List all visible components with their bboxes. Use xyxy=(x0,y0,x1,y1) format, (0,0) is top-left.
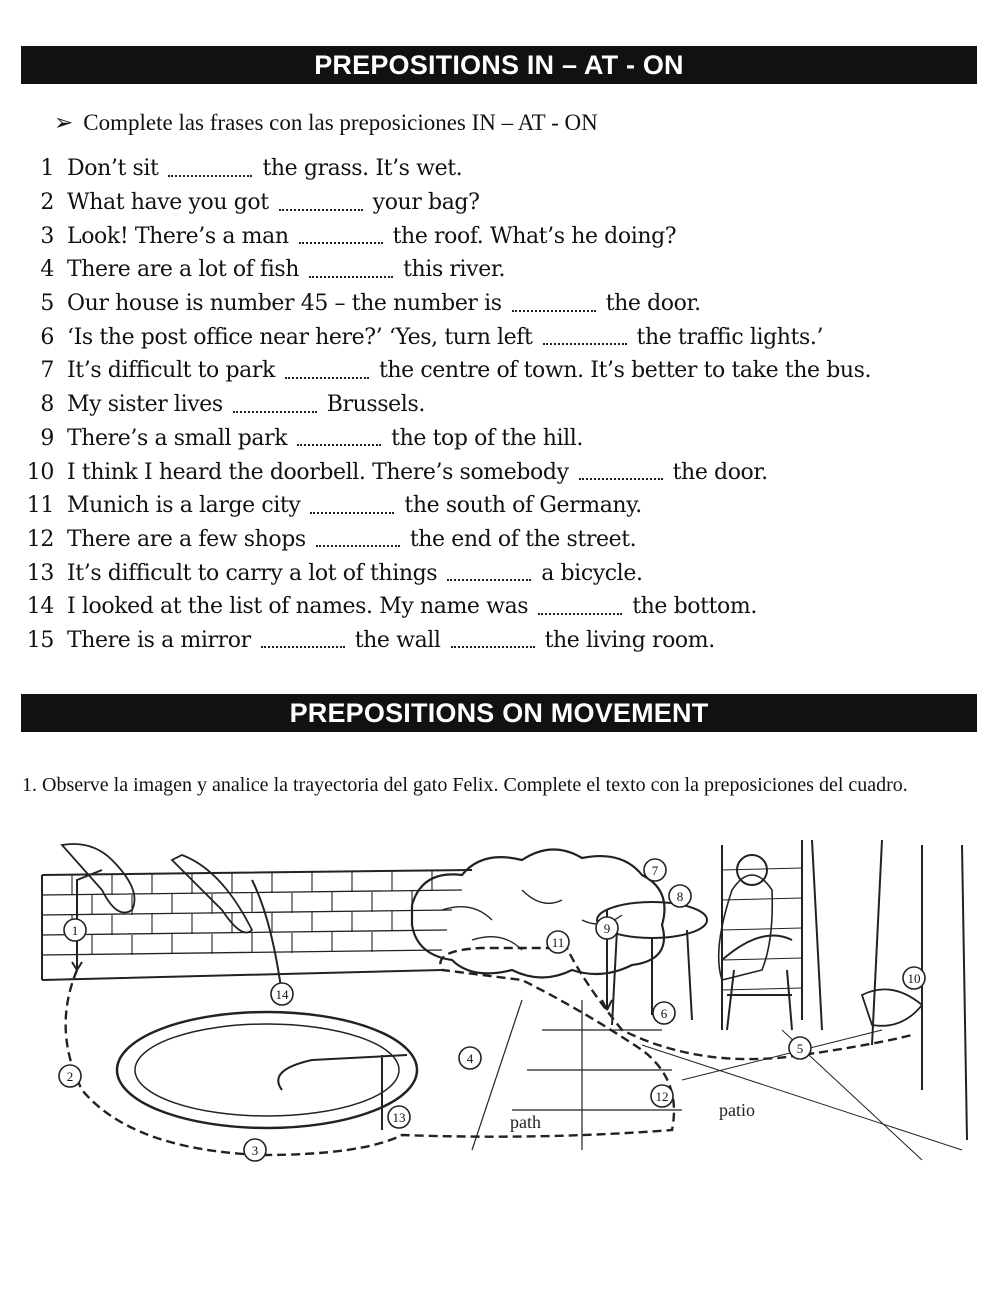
sentence-number: 12 xyxy=(26,526,54,552)
sentence-text: Look! There’s a man xyxy=(67,223,289,249)
sentence-number: 9 xyxy=(40,425,54,451)
answer-blank[interactable] xyxy=(279,195,363,211)
sentence-text: I think I heard the doorbell. There’s somebody xyxy=(67,459,569,485)
answer-blank[interactable] xyxy=(297,430,381,446)
sentence-row xyxy=(22,388,982,422)
sentence-text: My sister lives xyxy=(67,392,223,418)
sentence-text: the door. xyxy=(605,291,701,317)
trajectory-marker-number: 3 xyxy=(251,1143,259,1158)
sentence-text: Brussels. xyxy=(326,392,425,418)
table-and-chair xyxy=(597,855,792,1030)
trajectory-marker-number: 6 xyxy=(660,1006,668,1021)
sentence-row xyxy=(22,624,982,658)
path-tiles xyxy=(472,1000,682,1150)
trajectory-marker-number: 11 xyxy=(551,935,565,950)
sentence-row xyxy=(22,152,982,186)
sentence-text: What have you got xyxy=(67,190,269,216)
sentence-number: 11 xyxy=(26,493,54,519)
sentence-row xyxy=(22,455,982,489)
exercise-instruction xyxy=(54,110,598,136)
trajectory-marker-number: 10 xyxy=(907,971,921,986)
trajectory-marker xyxy=(651,1085,673,1107)
sentence-text: the end of the street. xyxy=(409,526,637,552)
section-title-movement: PREPOSITIONS ON MOVEMENT xyxy=(21,694,977,732)
trajectory-marker xyxy=(669,885,691,907)
sentence-number: 8 xyxy=(40,392,54,418)
trajectory-marker xyxy=(644,859,666,881)
sentence-text: Munich is a large city xyxy=(67,493,301,519)
trajectory-marker-number: 4 xyxy=(466,1051,474,1066)
answer-blank[interactable] xyxy=(447,565,531,581)
sentence-row xyxy=(22,287,982,321)
sentence-text: It’s difficult to carry a lot of things xyxy=(67,560,438,586)
trajectory-markers xyxy=(59,859,925,1161)
trajectory-marker xyxy=(789,1037,811,1059)
sentence-text: this river. xyxy=(403,257,506,283)
cat-trajectory xyxy=(66,948,912,1155)
garden-illustration xyxy=(22,830,972,1170)
trajectory-marker-number: 8 xyxy=(676,889,684,904)
trajectory-marker xyxy=(271,983,293,1005)
sentence-row xyxy=(22,219,982,253)
trajectory-marker xyxy=(59,1065,81,1087)
answer-blank[interactable] xyxy=(543,329,627,345)
sentence-number: 2 xyxy=(40,190,54,216)
sentence-text: ‘Is the post office near here?’ ‘Yes, turn left xyxy=(67,324,533,350)
sentence-row xyxy=(22,590,982,624)
sentence-text: the door. xyxy=(672,459,768,485)
answer-blank[interactable] xyxy=(538,599,622,615)
trajectory-marker-number: 7 xyxy=(651,863,659,878)
answer-blank[interactable] xyxy=(316,531,400,547)
answer-blank[interactable] xyxy=(310,498,394,514)
sentence-text: the top of the hill. xyxy=(391,425,584,451)
trajectory-marker xyxy=(388,1106,410,1128)
trajectory-marker xyxy=(596,917,618,939)
answer-blank[interactable] xyxy=(309,262,393,278)
trajectory-marker-number: 2 xyxy=(66,1069,74,1084)
sentence-text: There are a few shops xyxy=(67,526,306,552)
sentence-text: the south of Germany. xyxy=(404,493,642,519)
trajectory-marker xyxy=(459,1047,481,1069)
trajectory-marker-number: 1 xyxy=(71,923,79,938)
sentence-text: There’s a small park xyxy=(67,425,288,451)
trajectory-marker-number: 14 xyxy=(275,987,289,1002)
sentence-text: I looked at the list of names. My name was xyxy=(67,594,529,620)
sentence-row xyxy=(22,489,982,523)
trajectory-marker-number: 13 xyxy=(392,1110,406,1125)
trajectory-marker xyxy=(903,967,925,989)
sentence-text: Don’t sit xyxy=(67,156,159,182)
answer-blank[interactable] xyxy=(579,464,663,480)
answer-blank[interactable] xyxy=(233,397,317,413)
sentence-number: 6 xyxy=(40,324,54,350)
trajectory-marker xyxy=(547,931,569,953)
sentence-row xyxy=(22,523,982,557)
path-label: path xyxy=(510,1112,541,1132)
trajectory-marker xyxy=(64,919,86,941)
sentence-row xyxy=(22,556,982,590)
sentence-text: Our house is number 45 – the number is xyxy=(67,291,502,317)
sentence-number: 10 xyxy=(26,459,54,485)
sentence-text: the living room. xyxy=(544,627,715,653)
sentence-text: There is a mirror xyxy=(67,627,251,653)
sentence-row xyxy=(22,354,982,388)
cat-drawing xyxy=(62,844,922,1026)
house-wall xyxy=(722,840,967,1140)
sentence-text: the centre of town. It’s better to take the bus. xyxy=(378,358,872,384)
sentence-row xyxy=(22,253,982,287)
trajectory-marker-number: 9 xyxy=(603,921,611,936)
answer-blank[interactable] xyxy=(168,161,252,177)
sentence-number: 4 xyxy=(40,257,54,283)
sentence-text: a bicycle. xyxy=(541,560,643,586)
section-title-in-at-on: PREPOSITIONS IN – AT - ON xyxy=(21,46,977,84)
answer-blank[interactable] xyxy=(512,296,596,312)
trajectory-marker-number: 5 xyxy=(796,1041,804,1056)
pond xyxy=(117,1012,417,1128)
patio-label: patio xyxy=(719,1100,755,1120)
sentence-number: 1 xyxy=(40,156,54,182)
answer-blank[interactable] xyxy=(451,632,535,648)
sentence-number: 15 xyxy=(26,627,54,653)
answer-blank[interactable] xyxy=(285,363,369,379)
arrow-bullet-icon: ➢ xyxy=(54,110,74,135)
sentence-number: 3 xyxy=(40,223,54,249)
trajectory-marker xyxy=(653,1002,675,1024)
sentence-number: 5 xyxy=(40,291,54,317)
sentence-text: There are a lot of fish xyxy=(67,257,300,283)
sentence-text: the traffic lights.’ xyxy=(636,324,824,350)
sentence-text: the roof. What’s he doing? xyxy=(392,223,677,249)
movement-instruction: 1. Observe la imagen y analice la trayectoria del gato Felix. Complete el texto con la preposiciones del cuadro. xyxy=(22,774,908,796)
sentence-text: It’s difficult to park xyxy=(67,358,275,384)
sentence-number: 14 xyxy=(26,594,54,620)
sentence-number: 13 xyxy=(26,560,54,586)
sentence-text: your bag? xyxy=(372,190,480,216)
sentence-number: 7 xyxy=(40,358,54,384)
answer-blank[interactable] xyxy=(299,228,383,244)
sentence-row xyxy=(22,320,982,354)
brick-wall xyxy=(42,870,472,980)
sentence-row xyxy=(22,422,982,456)
sentence-text: the grass. It’s wet. xyxy=(262,156,463,182)
sentence-text: the bottom. xyxy=(632,594,757,620)
bush xyxy=(412,849,665,977)
sentence-list xyxy=(22,152,982,657)
answer-blank[interactable] xyxy=(261,632,345,648)
sentence-row xyxy=(22,186,982,220)
instruction-text: Complete las frases con las preposiciones IN – AT - ON xyxy=(83,110,598,135)
trajectory-marker xyxy=(244,1139,266,1161)
sentence-text: the wall xyxy=(354,627,441,653)
trajectory-marker-number: 12 xyxy=(655,1089,669,1104)
